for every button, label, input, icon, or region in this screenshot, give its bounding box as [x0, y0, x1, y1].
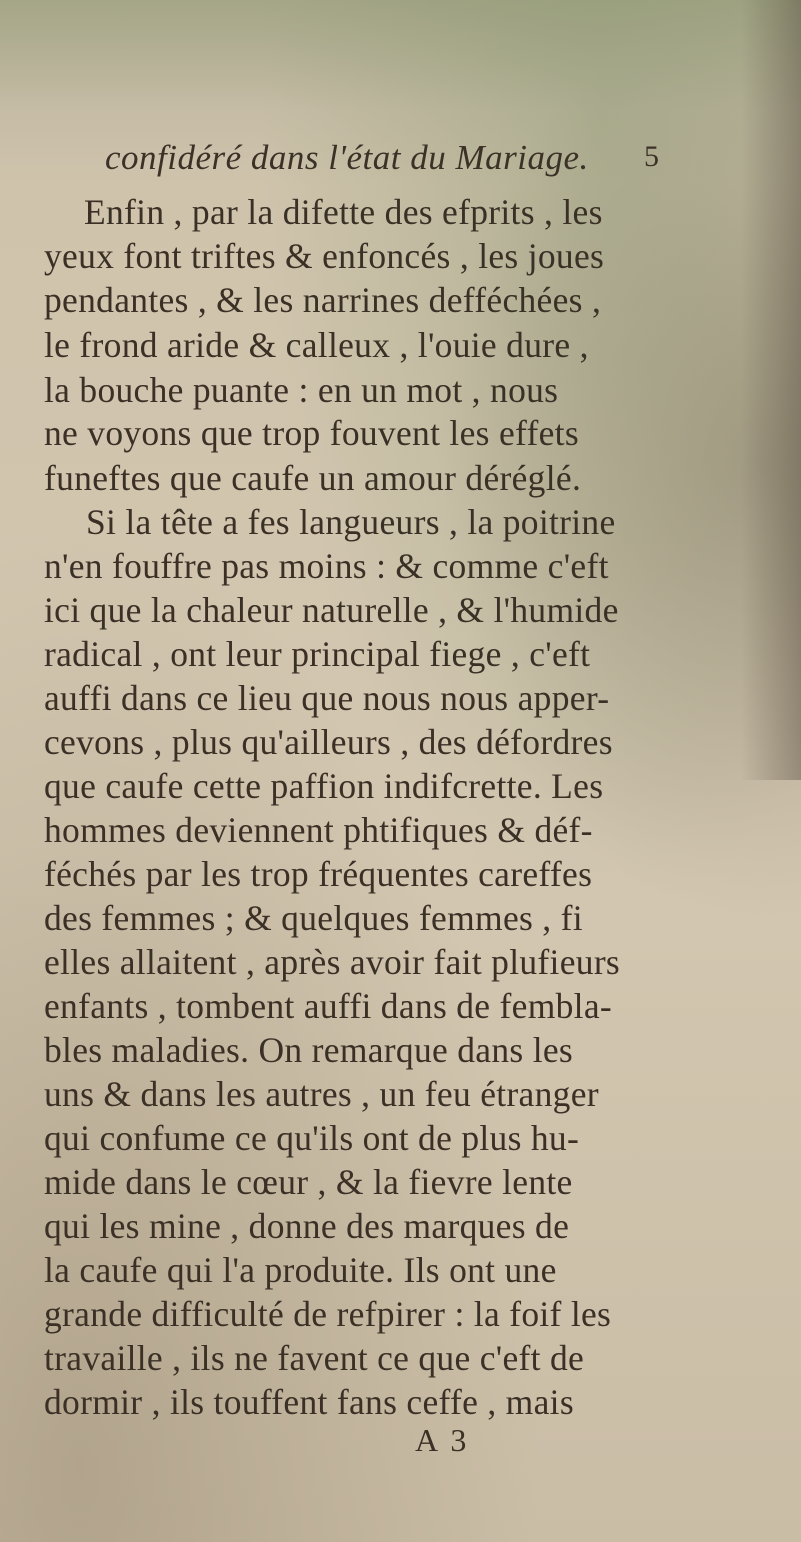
text-line: dormir , ils touffent fans ceffe , mais — [44, 1382, 574, 1422]
text-line: cevons , plus qu'ailleurs , des défordres — [44, 722, 613, 762]
text-line: radical , ont leur principal fiege , c'eft — [44, 634, 591, 674]
text-line: qui les mine , donne des marques de — [44, 1206, 570, 1246]
text-line: des femmes ; & quelques femmes , fi — [44, 898, 583, 938]
text-line: la caufe qui l'a produite. Ils ont une — [44, 1250, 557, 1290]
text-line: féchés par les trop fréquentes careffes — [44, 854, 593, 894]
text-line: Enfin , par la difette des efprits , les — [84, 192, 603, 232]
running-head: confidéré dans l'état du Mariage. — [105, 138, 589, 177]
text-line: pendantes , & les narrines defféchées , — [44, 280, 602, 320]
text-line: que caufe cette paffion indifcrette. Les — [44, 766, 604, 806]
text-line: ici que la chaleur naturelle , & l'humide — [44, 590, 619, 630]
text-line: yeux font triftes & enfoncés , les joues — [44, 236, 605, 276]
text-line: la bouche puante : en un mot , nous — [44, 370, 559, 410]
page-number: 5 — [644, 140, 659, 173]
text-line: grande difficulté de refpirer : la foif les — [44, 1294, 612, 1334]
text-line: mide dans le cœur , & la fievre lente — [44, 1162, 573, 1202]
text-line: auffi dans ce lieu que nous nous apper- — [44, 678, 610, 718]
text-line: travaille , ils ne favent ce que c'eft de — [44, 1338, 585, 1378]
text-line: ne voyons que trop fouvent les effets — [44, 413, 579, 453]
text-line: hommes deviennent phtifiques & déf- — [44, 810, 593, 850]
text-line: bles maladies. On remarque dans les — [44, 1030, 574, 1070]
text-line: le frond aride & calleux , l'ouie dure , — [44, 325, 589, 365]
top-stain-decoration — [0, 0, 801, 110]
text-line: Si la tête a fes langueurs , la poitrine — [86, 502, 616, 542]
page-edge-shadow — [741, 0, 801, 780]
signature-mark: A 3 — [415, 1422, 470, 1458]
text-line: funeftes que caufe un amour déréglé. — [44, 458, 582, 498]
text-line: qui confume ce qu'ils ont de plus hu- — [44, 1118, 580, 1158]
text-line: n'en fouffre pas moins : & comme c'eft — [44, 546, 609, 586]
text-line: elles allaitent , après avoir fait plufieurs — [44, 942, 621, 982]
text-line: uns & dans les autres , un feu étranger — [44, 1074, 599, 1114]
text-line: enfants , tombent auffi dans de fembla- — [44, 986, 613, 1026]
